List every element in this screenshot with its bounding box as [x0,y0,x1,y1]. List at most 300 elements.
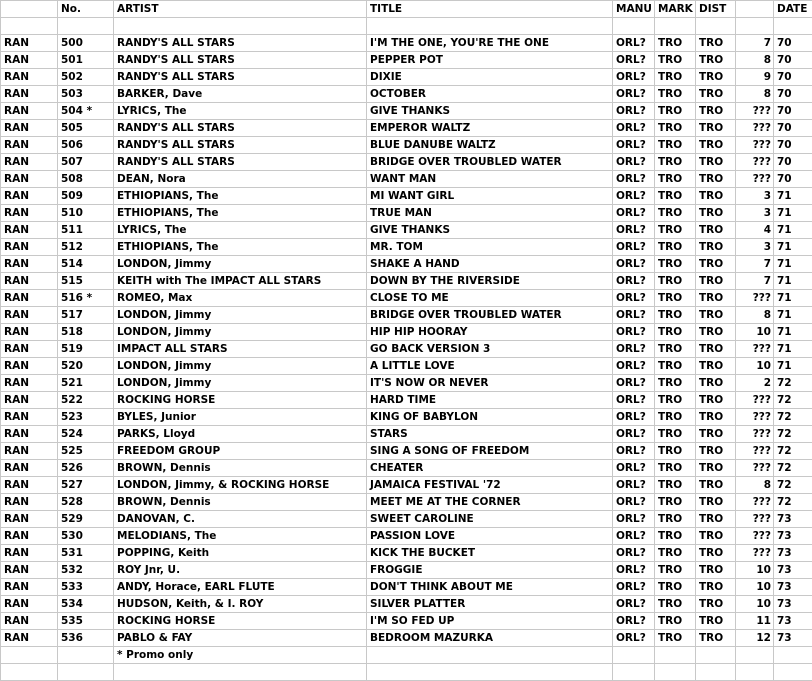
header-label-cell[interactable] [1,1,58,18]
date-cell[interactable]: 72 [774,392,812,409]
date-cell[interactable]: 73 [774,596,812,613]
manu-cell[interactable]: ORL? [613,630,655,647]
month-cell[interactable]: 10 [736,358,774,375]
mark-cell[interactable]: TRO [655,392,696,409]
mark-cell[interactable]: TRO [655,205,696,222]
no-cell[interactable]: 527 [58,477,114,494]
label-cell[interactable]: RAN [1,494,58,511]
label-cell[interactable]: RAN [1,409,58,426]
manu-cell[interactable]: ORL? [613,443,655,460]
empty-cell[interactable] [367,647,613,664]
mark-cell[interactable]: TRO [655,443,696,460]
artist-cell[interactable]: LONDON, Jimmy [114,324,367,341]
no-cell[interactable]: 501 [58,52,114,69]
no-cell[interactable]: 521 [58,375,114,392]
dist-cell[interactable]: TRO [696,426,736,443]
artist-cell[interactable]: RANDY'S ALL STARS [114,35,367,52]
title-cell[interactable]: GIVE THANKS [367,103,613,120]
month-cell[interactable]: 3 [736,205,774,222]
title-cell[interactable]: PASSION LOVE [367,528,613,545]
dist-cell[interactable]: TRO [696,579,736,596]
no-cell[interactable]: 515 [58,273,114,290]
mark-cell[interactable]: TRO [655,86,696,103]
no-cell[interactable]: 517 [58,307,114,324]
label-cell[interactable]: RAN [1,307,58,324]
mark-cell[interactable]: TRO [655,341,696,358]
dist-cell[interactable]: TRO [696,222,736,239]
mark-cell[interactable]: TRO [655,375,696,392]
manu-cell[interactable]: ORL? [613,477,655,494]
artist-cell[interactable]: LONDON, Jimmy [114,358,367,375]
date-cell[interactable]: 71 [774,273,812,290]
artist-cell[interactable]: ETHIOPIANS, The [114,205,367,222]
label-cell[interactable]: RAN [1,392,58,409]
month-cell[interactable]: 10 [736,324,774,341]
artist-cell[interactable]: IMPACT ALL STARS [114,341,367,358]
date-cell[interactable]: 70 [774,103,812,120]
no-cell[interactable]: 502 [58,69,114,86]
no-cell[interactable]: 508 [58,171,114,188]
title-cell[interactable]: BLUE DANUBE WALTZ [367,137,613,154]
artist-cell[interactable]: LYRICS, The [114,222,367,239]
dist-cell[interactable]: TRO [696,256,736,273]
no-cell[interactable]: 516 * [58,290,114,307]
manu-cell[interactable]: ORL? [613,579,655,596]
no-cell[interactable]: 523 [58,409,114,426]
mark-cell[interactable]: TRO [655,103,696,120]
label-cell[interactable]: RAN [1,443,58,460]
no-cell[interactable]: 520 [58,358,114,375]
mark-cell[interactable]: TRO [655,188,696,205]
empty-cell[interactable] [774,664,812,681]
dist-cell[interactable]: TRO [696,630,736,647]
no-cell[interactable]: 511 [58,222,114,239]
title-cell[interactable]: MI WANT GIRL [367,188,613,205]
manu-cell[interactable]: ORL? [613,562,655,579]
month-cell[interactable]: ??? [736,137,774,154]
date-cell[interactable]: 70 [774,171,812,188]
label-cell[interactable]: RAN [1,358,58,375]
month-cell[interactable]: 7 [736,35,774,52]
label-cell[interactable]: RAN [1,86,58,103]
mark-cell[interactable]: TRO [655,324,696,341]
date-cell[interactable]: 71 [774,290,812,307]
month-cell[interactable]: ??? [736,171,774,188]
dist-cell[interactable]: TRO [696,477,736,494]
mark-cell[interactable]: TRO [655,613,696,630]
month-cell[interactable]: ??? [736,392,774,409]
dist-cell[interactable]: TRO [696,188,736,205]
month-cell[interactable]: 3 [736,239,774,256]
artist-cell[interactable]: RANDY'S ALL STARS [114,154,367,171]
month-cell[interactable]: 11 [736,613,774,630]
title-cell[interactable]: I'M SO FED UP [367,613,613,630]
dist-cell[interactable]: TRO [696,443,736,460]
title-cell[interactable]: CLOSE TO ME [367,290,613,307]
date-cell[interactable]: 73 [774,511,812,528]
artist-cell[interactable]: ROMEO, Max [114,290,367,307]
date-cell[interactable]: 72 [774,426,812,443]
label-cell[interactable]: RAN [1,52,58,69]
artist-cell[interactable]: POPPING, Keith [114,545,367,562]
dist-cell[interactable]: TRO [696,341,736,358]
manu-cell[interactable]: ORL? [613,273,655,290]
manu-cell[interactable]: ORL? [613,290,655,307]
month-cell[interactable]: ??? [736,545,774,562]
empty-cell[interactable] [655,664,696,681]
empty-cell[interactable] [114,18,367,35]
month-cell[interactable]: 8 [736,477,774,494]
mark-cell[interactable]: TRO [655,596,696,613]
month-cell[interactable]: ??? [736,443,774,460]
date-cell[interactable]: 71 [774,222,812,239]
date-cell[interactable]: 71 [774,358,812,375]
date-cell[interactable]: 73 [774,579,812,596]
empty-cell[interactable] [58,647,114,664]
header-date-cell[interactable]: DATE [774,1,812,18]
mark-cell[interactable]: TRO [655,137,696,154]
date-cell[interactable]: 70 [774,120,812,137]
artist-cell[interactable]: PABLO & FAY [114,630,367,647]
date-cell[interactable]: 72 [774,375,812,392]
no-cell[interactable]: 504 * [58,103,114,120]
month-cell[interactable]: ??? [736,341,774,358]
header-month-cell[interactable] [736,1,774,18]
artist-cell[interactable]: RANDY'S ALL STARS [114,120,367,137]
artist-cell[interactable]: RANDY'S ALL STARS [114,137,367,154]
month-cell[interactable]: ??? [736,460,774,477]
dist-cell[interactable]: TRO [696,511,736,528]
manu-cell[interactable]: ORL? [613,239,655,256]
artist-cell[interactable]: ETHIOPIANS, The [114,188,367,205]
mark-cell[interactable]: TRO [655,69,696,86]
month-cell[interactable]: ??? [736,290,774,307]
empty-cell[interactable] [613,664,655,681]
no-cell[interactable]: 533 [58,579,114,596]
artist-cell[interactable]: RANDY'S ALL STARS [114,69,367,86]
manu-cell[interactable]: ORL? [613,375,655,392]
no-cell[interactable]: 528 [58,494,114,511]
dist-cell[interactable]: TRO [696,460,736,477]
header-no-cell[interactable]: No. [58,1,114,18]
title-cell[interactable]: HARD TIME [367,392,613,409]
no-cell[interactable]: 514 [58,256,114,273]
label-cell[interactable]: RAN [1,239,58,256]
label-cell[interactable]: RAN [1,154,58,171]
empty-cell[interactable] [655,18,696,35]
artist-cell[interactable]: LONDON, Jimmy [114,307,367,324]
artist-cell[interactable]: ROCKING HORSE [114,392,367,409]
manu-cell[interactable]: ORL? [613,358,655,375]
manu-cell[interactable]: ORL? [613,460,655,477]
dist-cell[interactable]: TRO [696,137,736,154]
manu-cell[interactable]: ORL? [613,69,655,86]
manu-cell[interactable]: ORL? [613,307,655,324]
date-cell[interactable]: 71 [774,341,812,358]
label-cell[interactable]: RAN [1,528,58,545]
month-cell[interactable]: 10 [736,562,774,579]
title-cell[interactable]: CHEATER [367,460,613,477]
date-cell[interactable]: 70 [774,154,812,171]
empty-cell[interactable] [696,647,736,664]
dist-cell[interactable]: TRO [696,562,736,579]
month-cell[interactable]: ??? [736,511,774,528]
footnote-cell[interactable]: * Promo only [114,647,367,664]
empty-cell[interactable] [58,664,114,681]
empty-cell[interactable] [367,664,613,681]
artist-cell[interactable]: ETHIOPIANS, The [114,239,367,256]
manu-cell[interactable]: ORL? [613,222,655,239]
label-cell[interactable]: RAN [1,35,58,52]
label-cell[interactable]: RAN [1,630,58,647]
no-cell[interactable]: 525 [58,443,114,460]
date-cell[interactable]: 73 [774,630,812,647]
month-cell[interactable]: 4 [736,222,774,239]
mark-cell[interactable]: TRO [655,154,696,171]
dist-cell[interactable]: TRO [696,154,736,171]
title-cell[interactable]: STARS [367,426,613,443]
dist-cell[interactable]: TRO [696,358,736,375]
manu-cell[interactable]: ORL? [613,103,655,120]
label-cell[interactable]: RAN [1,579,58,596]
manu-cell[interactable]: ORL? [613,392,655,409]
month-cell[interactable]: 8 [736,86,774,103]
label-cell[interactable]: RAN [1,137,58,154]
manu-cell[interactable]: ORL? [613,613,655,630]
label-cell[interactable]: RAN [1,375,58,392]
empty-cell[interactable] [655,647,696,664]
artist-cell[interactable]: DEAN, Nora [114,171,367,188]
title-cell[interactable]: OCTOBER [367,86,613,103]
month-cell[interactable]: 7 [736,273,774,290]
no-cell[interactable]: 530 [58,528,114,545]
mark-cell[interactable]: TRO [655,239,696,256]
title-cell[interactable]: IT'S NOW OR NEVER [367,375,613,392]
manu-cell[interactable]: ORL? [613,426,655,443]
artist-cell[interactable]: MELODIANS, The [114,528,367,545]
label-cell[interactable]: RAN [1,120,58,137]
month-cell[interactable]: ??? [736,528,774,545]
month-cell[interactable]: 3 [736,188,774,205]
month-cell[interactable]: 12 [736,630,774,647]
empty-cell[interactable] [696,18,736,35]
title-cell[interactable]: BRIDGE OVER TROUBLED WATER [367,154,613,171]
dist-cell[interactable]: TRO [696,409,736,426]
label-cell[interactable]: RAN [1,613,58,630]
title-cell[interactable]: A LITTLE LOVE [367,358,613,375]
mark-cell[interactable]: TRO [655,545,696,562]
title-cell[interactable]: TRUE MAN [367,205,613,222]
title-cell[interactable]: PEPPER POT [367,52,613,69]
manu-cell[interactable]: ORL? [613,341,655,358]
header-mark-cell[interactable]: MARK [655,1,696,18]
date-cell[interactable]: 71 [774,205,812,222]
empty-cell[interactable] [1,664,58,681]
dist-cell[interactable]: TRO [696,35,736,52]
empty-cell[interactable] [367,18,613,35]
month-cell[interactable]: ??? [736,103,774,120]
mark-cell[interactable]: TRO [655,222,696,239]
month-cell[interactable]: 8 [736,52,774,69]
date-cell[interactable]: 70 [774,86,812,103]
label-cell[interactable]: RAN [1,69,58,86]
title-cell[interactable]: GIVE THANKS [367,222,613,239]
artist-cell[interactable]: BROWN, Dennis [114,494,367,511]
no-cell[interactable]: 510 [58,205,114,222]
title-cell[interactable]: DON'T THINK ABOUT ME [367,579,613,596]
manu-cell[interactable]: ORL? [613,511,655,528]
no-cell[interactable]: 506 [58,137,114,154]
manu-cell[interactable]: ORL? [613,137,655,154]
artist-cell[interactable]: BARKER, Dave [114,86,367,103]
manu-cell[interactable]: ORL? [613,188,655,205]
no-cell[interactable]: 509 [58,188,114,205]
date-cell[interactable]: 71 [774,256,812,273]
no-cell[interactable]: 529 [58,511,114,528]
label-cell[interactable]: RAN [1,511,58,528]
label-cell[interactable]: RAN [1,545,58,562]
empty-cell[interactable] [774,647,812,664]
date-cell[interactable]: 71 [774,239,812,256]
dist-cell[interactable]: TRO [696,392,736,409]
manu-cell[interactable]: ORL? [613,545,655,562]
date-cell[interactable]: 70 [774,35,812,52]
manu-cell[interactable]: ORL? [613,154,655,171]
artist-cell[interactable]: DANOVAN, C. [114,511,367,528]
date-cell[interactable]: 72 [774,443,812,460]
label-cell[interactable]: RAN [1,426,58,443]
date-cell[interactable]: 73 [774,545,812,562]
month-cell[interactable]: ??? [736,426,774,443]
title-cell[interactable]: KICK THE BUCKET [367,545,613,562]
no-cell[interactable]: 535 [58,613,114,630]
empty-cell[interactable] [774,18,812,35]
label-cell[interactable]: RAN [1,205,58,222]
label-cell[interactable]: RAN [1,222,58,239]
mark-cell[interactable]: TRO [655,460,696,477]
label-cell[interactable]: RAN [1,341,58,358]
month-cell[interactable]: 7 [736,256,774,273]
mark-cell[interactable]: TRO [655,511,696,528]
title-cell[interactable]: BEDROOM MAZURKA [367,630,613,647]
dist-cell[interactable]: TRO [696,205,736,222]
dist-cell[interactable]: TRO [696,52,736,69]
date-cell[interactable]: 72 [774,460,812,477]
empty-cell[interactable] [1,647,58,664]
date-cell[interactable]: 73 [774,613,812,630]
month-cell[interactable]: 9 [736,69,774,86]
month-cell[interactable]: ??? [736,409,774,426]
label-cell[interactable]: RAN [1,103,58,120]
label-cell[interactable]: RAN [1,460,58,477]
empty-cell[interactable] [613,647,655,664]
header-artist-cell[interactable]: ARTIST [114,1,367,18]
dist-cell[interactable]: TRO [696,613,736,630]
empty-cell[interactable] [736,664,774,681]
dist-cell[interactable]: TRO [696,375,736,392]
title-cell[interactable]: GO BACK VERSION 3 [367,341,613,358]
no-cell[interactable]: 519 [58,341,114,358]
label-cell[interactable]: RAN [1,562,58,579]
artist-cell[interactable]: LONDON, Jimmy [114,375,367,392]
dist-cell[interactable]: TRO [696,273,736,290]
manu-cell[interactable]: ORL? [613,324,655,341]
title-cell[interactable]: JAMAICA FESTIVAL '72 [367,477,613,494]
no-cell[interactable]: 532 [58,562,114,579]
label-cell[interactable]: RAN [1,256,58,273]
mark-cell[interactable]: TRO [655,477,696,494]
manu-cell[interactable]: ORL? [613,120,655,137]
artist-cell[interactable]: FREEDOM GROUP [114,443,367,460]
month-cell[interactable]: ??? [736,154,774,171]
mark-cell[interactable]: TRO [655,562,696,579]
no-cell[interactable]: 503 [58,86,114,103]
title-cell[interactable]: SILVER PLATTER [367,596,613,613]
dist-cell[interactable]: TRO [696,324,736,341]
date-cell[interactable]: 73 [774,562,812,579]
title-cell[interactable]: MEET ME AT THE CORNER [367,494,613,511]
dist-cell[interactable]: TRO [696,69,736,86]
artist-cell[interactable]: LYRICS, The [114,103,367,120]
no-cell[interactable]: 512 [58,239,114,256]
artist-cell[interactable]: HUDSON, Keith, & I. ROY [114,596,367,613]
dist-cell[interactable]: TRO [696,494,736,511]
header-dist-cell[interactable]: DIST [696,1,736,18]
date-cell[interactable]: 72 [774,477,812,494]
header-title-cell[interactable]: TITLE [367,1,613,18]
artist-cell[interactable]: ANDY, Horace, EARL FLUTE [114,579,367,596]
dist-cell[interactable]: TRO [696,290,736,307]
header-manu-cell[interactable]: MANU [613,1,655,18]
artist-cell[interactable]: ROY Jnr, U. [114,562,367,579]
title-cell[interactable]: DIXIE [367,69,613,86]
title-cell[interactable]: KING OF BABYLON [367,409,613,426]
mark-cell[interactable]: TRO [655,273,696,290]
artist-cell[interactable]: LONDON, Jimmy [114,256,367,273]
month-cell[interactable]: 2 [736,375,774,392]
artist-cell[interactable]: KEITH with The IMPACT ALL STARS [114,273,367,290]
date-cell[interactable]: 72 [774,409,812,426]
mark-cell[interactable]: TRO [655,358,696,375]
mark-cell[interactable]: TRO [655,494,696,511]
title-cell[interactable]: BRIDGE OVER TROUBLED WATER [367,307,613,324]
no-cell[interactable]: 500 [58,35,114,52]
manu-cell[interactable]: ORL? [613,52,655,69]
artist-cell[interactable]: ROCKING HORSE [114,613,367,630]
month-cell[interactable]: 10 [736,596,774,613]
mark-cell[interactable]: TRO [655,52,696,69]
label-cell[interactable]: RAN [1,477,58,494]
label-cell[interactable]: RAN [1,290,58,307]
month-cell[interactable]: 10 [736,579,774,596]
dist-cell[interactable]: TRO [696,545,736,562]
no-cell[interactable]: 522 [58,392,114,409]
artist-cell[interactable]: PARKS, Lloyd [114,426,367,443]
dist-cell[interactable]: TRO [696,120,736,137]
title-cell[interactable]: WANT MAN [367,171,613,188]
mark-cell[interactable]: TRO [655,120,696,137]
title-cell[interactable]: FROGGIE [367,562,613,579]
mark-cell[interactable]: TRO [655,35,696,52]
manu-cell[interactable]: ORL? [613,205,655,222]
date-cell[interactable]: 70 [774,69,812,86]
dist-cell[interactable]: TRO [696,528,736,545]
mark-cell[interactable]: TRO [655,528,696,545]
empty-cell[interactable] [736,647,774,664]
month-cell[interactable]: ??? [736,494,774,511]
no-cell[interactable]: 518 [58,324,114,341]
mark-cell[interactable]: TRO [655,256,696,273]
